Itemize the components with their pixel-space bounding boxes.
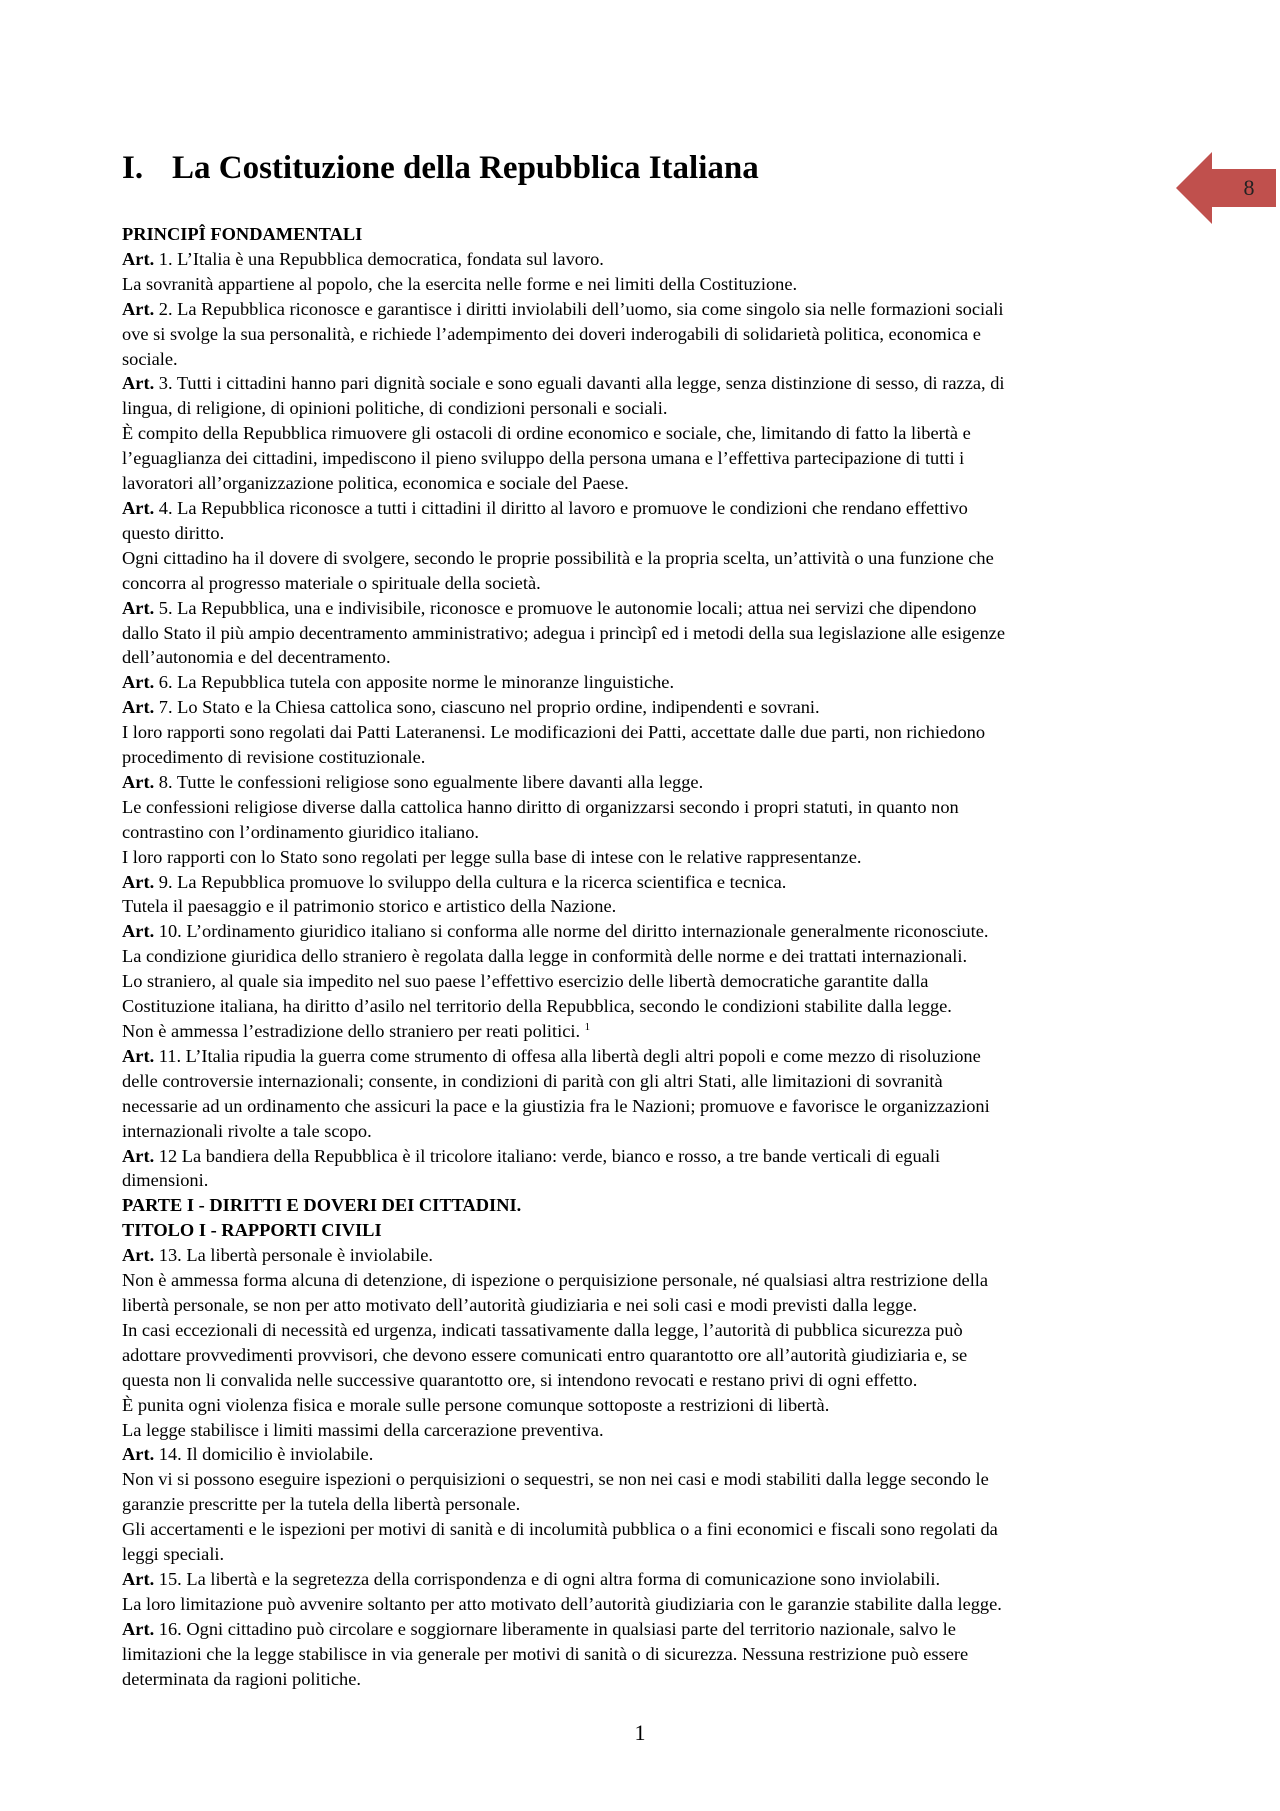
line-text: La condizione giuridica dello straniero è regolata dalla legge in conformità delle norme e dei trattati internazionali.: [122, 946, 968, 967]
line-text: 2. La Repubblica riconosce e garantisce i diritti inviolabili dell’uomo, sia come singolo sia nelle formazioni sociali: [154, 298, 1004, 319]
page-marker-tab: [1176, 152, 1276, 224]
text-line: [122, 720, 1162, 745]
line-text: leggi speciali.: [122, 1544, 225, 1565]
text-line: [122, 1293, 1162, 1318]
line-text: determinata da ragioni politiche.: [122, 1668, 361, 1689]
text-line: [122, 621, 1162, 646]
article-label: Art.: [122, 871, 155, 892]
article-label: Art.: [122, 1145, 155, 1166]
line-text: 12 La bandiera della Repubblica è il tricolore italiano: verde, bianco e rosso, a tre bande verticali di eguali: [154, 1145, 941, 1166]
line-text: dallo Stato il più ampio decentramento amministrativo; adegua i princìpî ed i metodi della sua legislazione alle esigenze: [122, 622, 1005, 643]
line-text: PRINCIPÎ FONDAMENTALI: [122, 224, 363, 244]
section-heading: [122, 222, 1162, 247]
line-text: procedimento di revisione costituzionale.: [122, 747, 426, 768]
line-text: 3. Tutti i cittadini hanno pari dignità sociale e sono eguali davanti alla legge, senza distinzione di sesso, di razza, di: [154, 373, 1005, 394]
text-line: [122, 571, 1162, 596]
article-label: Art.: [122, 597, 155, 618]
text-line: [122, 1368, 1162, 1393]
line-text: 11. L’Italia ripudia la guerra come strumento di offesa alla libertà degli altri popoli e come mezzo di risoluzione: [154, 1045, 981, 1066]
text-line: [122, 695, 1162, 720]
line-text: questo diritto.: [122, 522, 225, 543]
line-text: 10. L’ordinamento giuridico italiano si conforma alle norme del diritto internazionale generalmente riconosciute.: [154, 921, 989, 942]
footer-page-number: 1: [634, 1720, 646, 1745]
line-text: 8. Tutte le confessioni religiose sono egualmente libere davanti alla legge.: [154, 771, 704, 792]
text-line: [122, 1019, 1162, 1044]
line-text: La sovranità appartiene al popolo, che la esercita nelle forme e nei limiti della Costituzione.: [122, 273, 798, 294]
line-text: contrastino con l’ordinamento giuridico italiano.: [122, 821, 479, 842]
line-text: Non è ammessa l’estradizione dello straniero per reati politici.: [122, 1021, 585, 1041]
article-label: Art.: [122, 1245, 155, 1266]
text-line: [122, 770, 1162, 795]
line-text: In casi eccezionali di necessità ed urgenza, indicati tassativamente dalla legge, l’autorità di pubblica sicurezza può: [122, 1319, 963, 1340]
text-line: [122, 1343, 1162, 1368]
text-line: [122, 1617, 1162, 1642]
line-text: 14. Il domicilio è inviolabile.: [154, 1444, 374, 1465]
line-text: internazionali rivolte a tale scopo.: [122, 1120, 372, 1141]
text-line: [122, 446, 1162, 471]
line-text: È compito della Repubblica rimuovere gli ostacoli di ordine economico e sociale, che, limitando di fatto la libertà e: [122, 423, 971, 444]
article-label: Art.: [122, 298, 155, 319]
document-body: [122, 222, 1162, 1691]
section-heading: [122, 1218, 1162, 1243]
line-text: sociale.: [122, 348, 178, 369]
article-label: Art.: [122, 248, 155, 269]
text-line: [122, 1268, 1162, 1293]
text-line: [122, 1119, 1162, 1144]
line-text: adottare provvedimenti provvisori, che devono essere comunicati entro quarantotto ore all’autorità giudiziaria e, se: [122, 1344, 968, 1365]
text-line: [122, 1243, 1162, 1268]
line-text: La loro limitazione può avvenire soltanto per atto motivato dell’autorità giudiziaria con le garanzie stabilite dalla legge.: [122, 1593, 1002, 1614]
article-label: Art.: [122, 672, 155, 693]
line-text: Gli accertamenti e le ispezioni per motivi di sanità e di incolumità pubblica o a fini economici e fiscali sono regolati da: [122, 1519, 998, 1540]
line-text: necessarie ad un ordinamento che assicuri la pace e la giustizia fra le Nazioni; promuove e favorisce le organizzazioni: [122, 1095, 990, 1116]
article-label: Art.: [122, 497, 155, 518]
line-text: lavoratori all’organizzazione politica, economica e sociale del Paese.: [122, 473, 629, 494]
line-text: 13. La libertà personale è inviolabile.: [154, 1245, 433, 1266]
text-line: [122, 1467, 1162, 1492]
line-text: questa non li convalida nelle successive quarantotto ore, si intendono revocati e restano privi di ogni effetto.: [122, 1369, 918, 1390]
line-text: I loro rapporti sono regolati dai Patti Lateranensi. Le modificazioni dei Patti, accettate dalle due parti, non richiedono: [122, 722, 986, 743]
line-text: I loro rapporti con lo Stato sono regolati per legge sulla base di intese con le relative rappresentanze.: [122, 846, 862, 867]
line-text: Non è ammessa forma alcuna di detenzione, di ispezione o perquisizione personale, né qualsiasi altra restrizione della: [122, 1270, 989, 1291]
line-text: ove si svolge la sua personalità, e richiede l’adempimento dei doveri inderogabili di solidarietà politica, economica e: [122, 323, 981, 344]
text-line: [122, 1567, 1162, 1592]
text-line: [122, 322, 1162, 347]
text-line: [122, 795, 1162, 820]
line-text: Costituzione italiana, ha diritto d’asilo nel territorio della Repubblica, secondo le condizioni stabilite dalla legge.: [122, 996, 952, 1017]
chapter-number: I.: [122, 150, 144, 186]
text-line: [122, 1144, 1162, 1169]
text-line: [122, 1168, 1162, 1193]
line-text: l’eguaglianza dei cittadini, impediscono il pieno sviluppo della persona umana e l’effettiva partecipazione di tutti i: [122, 448, 965, 469]
text-line: [122, 894, 1162, 919]
line-text: 6. La Repubblica tutela con apposite norme le minoranze linguistiche.: [154, 672, 675, 693]
line-text: Ogni cittadino ha il dovere di svolgere, secondo le proprie possibilità e la propria scelta, un’attività o una funzione che: [122, 547, 994, 568]
line-text: TITOLO I - RAPPORTI CIVILI: [122, 1220, 382, 1241]
article-label: Art.: [122, 1618, 155, 1639]
text-line: [122, 1542, 1162, 1567]
text-line: [122, 1044, 1162, 1069]
line-text: Le confessioni religiose diverse dalla cattolica hanno diritto di organizzarsi secondo i propri statuti, in quanto non: [122, 796, 959, 817]
line-text: dell’autonomia e del decentramento.: [122, 647, 391, 668]
article-label: Art.: [122, 771, 155, 792]
text-line: [122, 421, 1162, 446]
line-text: dimensioni.: [122, 1170, 209, 1191]
article-label: Art.: [122, 921, 155, 942]
text-line: [122, 521, 1162, 546]
line-text: È punita ogni violenza fisica e morale sulle persone comunque sottoposte a restrizioni di libertà.: [122, 1394, 830, 1415]
line-text: 16. Ogni cittadino può circolare e soggiornare liberamente in qualsiasi parte del territorio nazionale, salvo le: [154, 1618, 956, 1639]
text-line: [122, 1442, 1162, 1467]
text-line: [122, 944, 1162, 969]
text-line: [122, 1517, 1162, 1542]
text-line: [122, 347, 1162, 372]
text-line: [122, 496, 1162, 521]
article-label: Art.: [122, 697, 155, 718]
page-marker-number: 8: [1243, 175, 1255, 200]
text-line: [122, 845, 1162, 870]
line-text: 7. Lo Stato e la Chiesa cattolica sono, ciascuno nel proprio ordine, indipendenti e sovrani.: [154, 697, 820, 718]
text-line: [122, 745, 1162, 770]
text-line: [122, 471, 1162, 496]
text-line: [122, 1592, 1162, 1617]
line-text: lingua, di religione, di opinioni politiche, di condizioni personali e sociali.: [122, 398, 668, 419]
chapter-title-text: La Costituzione della Repubblica Italiana: [172, 150, 759, 186]
line-text: Non vi si possono eseguire ispezioni o perquisizioni o sequestri, se non nei casi e modi stabiliti dalla legge secondo le: [122, 1469, 989, 1490]
article-label: Art.: [122, 1568, 155, 1589]
text-line: [122, 645, 1162, 670]
line-text: delle controversie internazionali; consente, in condizioni di parità con gli altri Stati, alle limitazioni di sovranità: [122, 1070, 943, 1091]
article-label: Art.: [122, 1444, 155, 1465]
section-heading: [122, 1193, 1162, 1218]
text-line: [122, 1393, 1162, 1418]
text-line: [122, 919, 1162, 944]
footnote-ref[interactable]: 1: [584, 1020, 591, 1033]
text-line: [122, 297, 1162, 322]
chapter-title: [122, 150, 759, 187]
text-line: [122, 1642, 1162, 1667]
line-text: 9. La Repubblica promuove lo sviluppo della cultura e la ricerca scientifica e tecnica.: [154, 871, 787, 892]
line-text: 4. La Repubblica riconosce a tutti i cittadini il diritto al lavoro e promuove le condizioni che rendano effettivo: [154, 497, 968, 518]
text-line: [122, 1418, 1162, 1443]
line-text: Lo straniero, al quale sia impedito nel suo paese l’effettivo esercizio delle libertà democratiche garantite dalla: [122, 971, 929, 992]
line-text: Tutela il paesaggio e il patrimonio storico e artistico della Nazione.: [122, 896, 617, 917]
line-text: limitazioni che la legge stabilisce in via generale per motivi di sanità o di sicurezza. Nessuna restrizione può essere: [122, 1643, 969, 1664]
line-text: 1. L’Italia è una Repubblica democratica, fondata sul lavoro.: [154, 248, 604, 269]
text-line: [122, 870, 1162, 895]
line-text: 5. La Repubblica, una e indivisibile, riconosce e promuove le autonomie locali; attua nei servizi che dipendono: [154, 597, 977, 618]
text-line: [122, 1318, 1162, 1343]
text-line: [122, 596, 1162, 621]
line-text: libertà personale, se non per atto motivato dell’autorità giudiziaria e nei soli casi e modi previsti dalla legge.: [122, 1294, 918, 1315]
article-label: Art.: [122, 373, 155, 394]
text-line: [122, 1667, 1162, 1692]
text-line: [122, 396, 1162, 421]
text-line: [122, 820, 1162, 845]
line-text: 15. La libertà e la segretezza della corrispondenza e di ogni altra forma di comunicazione sono inviolabili.: [154, 1568, 941, 1589]
line-text: concorra al progresso materiale o spirituale della società.: [122, 572, 541, 593]
text-line: [122, 969, 1162, 994]
text-line: [122, 247, 1162, 272]
text-line: [122, 546, 1162, 571]
text-line: [122, 371, 1162, 396]
line-text: PARTE I - DIRITTI E DOVERI DEI CITTADINI.: [122, 1195, 522, 1216]
text-line: [122, 272, 1162, 297]
text-line: [122, 670, 1162, 695]
line-text: garanzie prescritte per la tutela della libertà personale.: [122, 1494, 521, 1515]
text-line: [122, 1492, 1162, 1517]
text-line: [122, 1094, 1162, 1119]
article-label: Art.: [122, 1045, 155, 1066]
line-text: La legge stabilisce i limiti massimi della carcerazione preventiva.: [122, 1419, 604, 1440]
text-line: [122, 1069, 1162, 1094]
text-line: [122, 994, 1162, 1019]
